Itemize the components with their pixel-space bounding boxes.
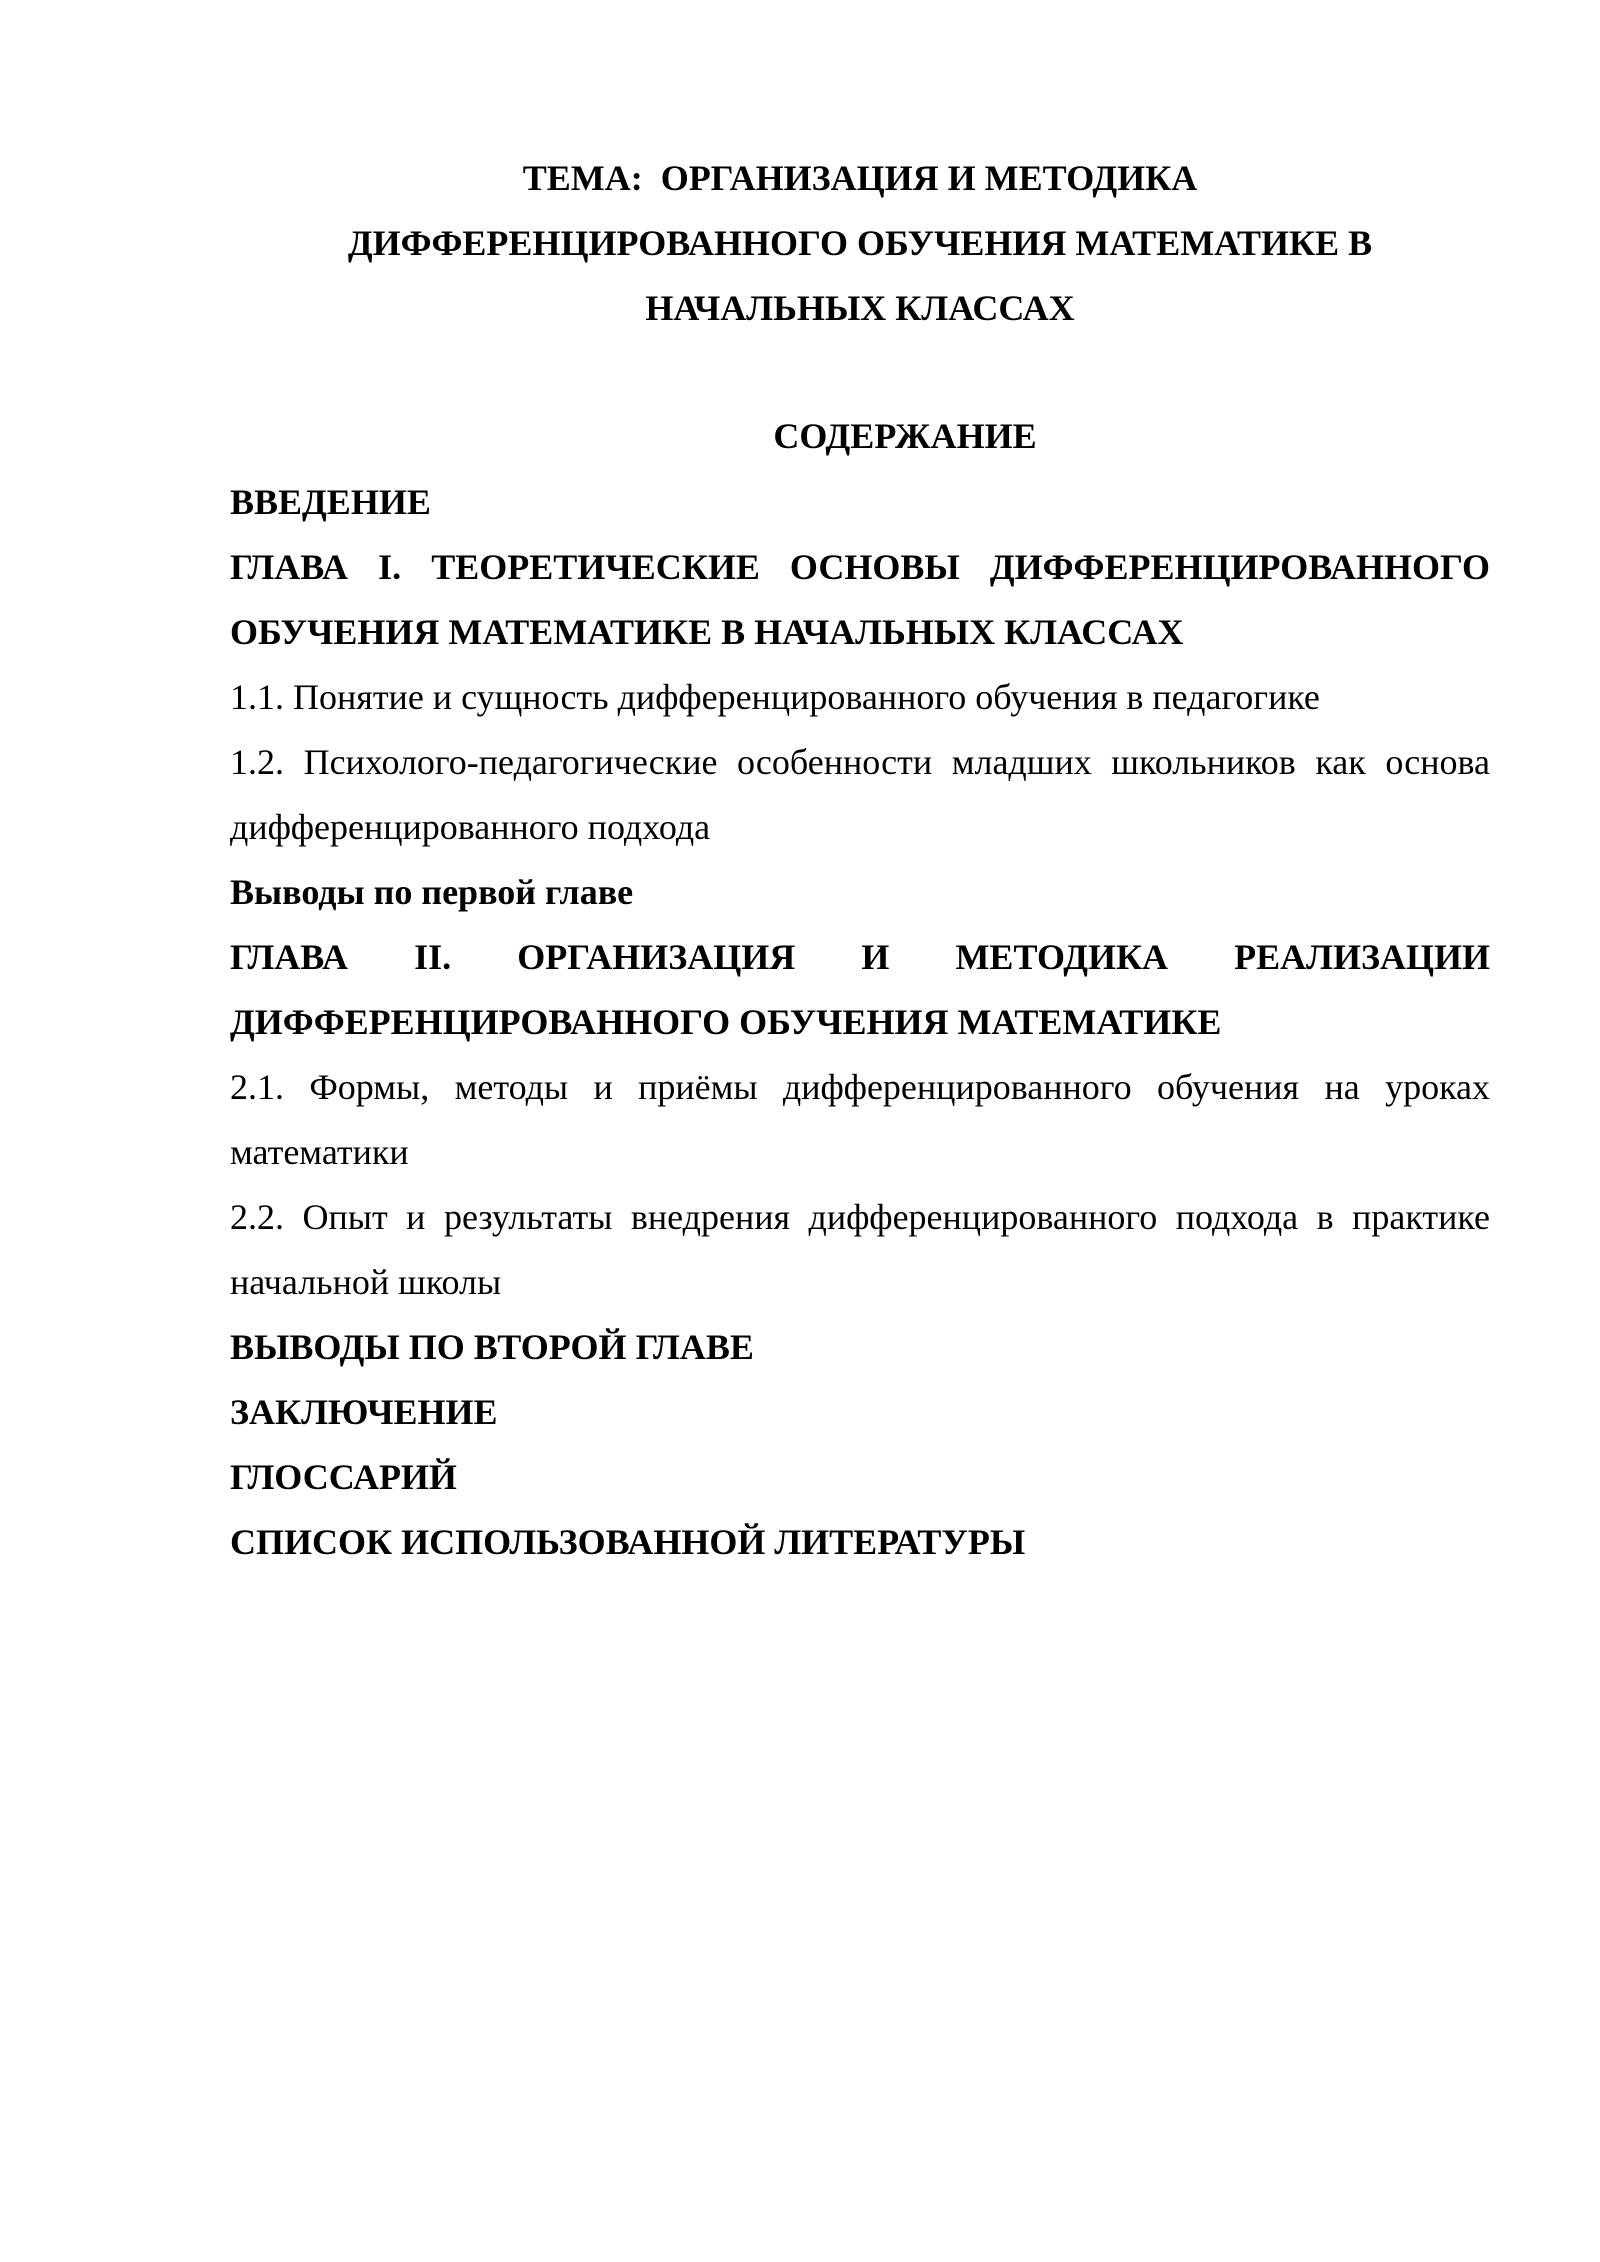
toc-entry-section-2-1 — [230, 1055, 1490, 1185]
toc-entry-section-1-2 — [230, 730, 1490, 860]
title-line: ДИФФЕРЕНЦИРОВАННОГО ОБУЧЕНИЯ МАТЕМАТИКЕ В — [347, 223, 1373, 263]
toc-entry-text: ГЛАВА I. ТЕОРЕТИЧЕСКИЕ ОСНОВЫ ДИФФЕРЕНЦИРОВАННОГО — [230, 547, 1490, 587]
toc-entry-text: ГЛАВА II. ОРГАНИЗАЦИЯ И МЕТОДИКА РЕАЛИЗАЦИИ — [230, 937, 1490, 977]
toc-entry-conclusion — [230, 1380, 1490, 1445]
toc-entry-text: ВВЕДЕНИЕ — [230, 482, 431, 522]
toc-entry-text: СПИСОК ИСПОЛЬЗОВАННОЙ ЛИТЕРАТУРЫ — [230, 1522, 1026, 1562]
toc-entry-text: 1.1. Понятие и сущность дифференцированного обучения в педагогике — [230, 677, 1320, 717]
toc-entry-references — [230, 1510, 1490, 1575]
toc-entry-text: 2.1. Формы, методы и приёмы дифференцированного обучения на уроках — [230, 1067, 1490, 1107]
toc-entry-text: ОБУЧЕНИЯ МАТЕМАТИКЕ В НАЧАЛЬНЫХ КЛАССАХ — [230, 612, 1184, 652]
toc-entry-text: Выводы по первой главе — [230, 872, 634, 912]
toc-entry-text: ВЫВОДЫ ПО ВТОРОЙ ГЛАВЕ — [230, 1327, 754, 1367]
toc-entry-section-1-1 — [230, 665, 1490, 730]
toc-entry-introduction — [230, 470, 1490, 535]
toc-entry-chapter-1-conclusions — [230, 860, 1490, 925]
toc-entry-text: ЗАКЛЮЧЕНИЕ — [230, 1392, 498, 1432]
title-line: ТЕМА: ОРГАНИЗАЦИЯ И МЕТОДИКА — [522, 158, 1198, 198]
toc-entry-chapter-2-conclusions — [230, 1315, 1490, 1380]
toc-entry-text: математики — [230, 1132, 409, 1172]
toc-entry-chapter-2 — [230, 925, 1490, 1055]
toc-entry-glossary — [230, 1445, 1490, 1510]
toc-entry-text: начальной школы — [230, 1262, 502, 1302]
toc-entry-text: дифференцированного подхода — [230, 807, 711, 847]
toc-entry-text: ДИФФЕРЕНЦИРОВАННОГО ОБУЧЕНИЯ МАТЕМАТИКЕ — [230, 1002, 1222, 1042]
toc-entry-section-2-2 — [230, 1185, 1490, 1315]
toc-entry-text: ГЛОССАРИЙ — [230, 1457, 457, 1497]
toc-entry-text: 1.2. Психолого-педагогические особенности младших школьников как основа — [230, 742, 1490, 782]
toc-entry-text: 2.2. Опыт и результаты внедрения дифференцированного подхода в практике — [230, 1197, 1490, 1237]
table-of-contents — [230, 470, 1490, 1575]
toc-entry-chapter-1 — [230, 535, 1490, 665]
contents-heading: СОДЕРЖАНИЕ — [773, 416, 1037, 456]
document-title — [230, 146, 1490, 341]
title-line: НАЧАЛЬНЫХ КЛАССАХ — [645, 288, 1075, 328]
